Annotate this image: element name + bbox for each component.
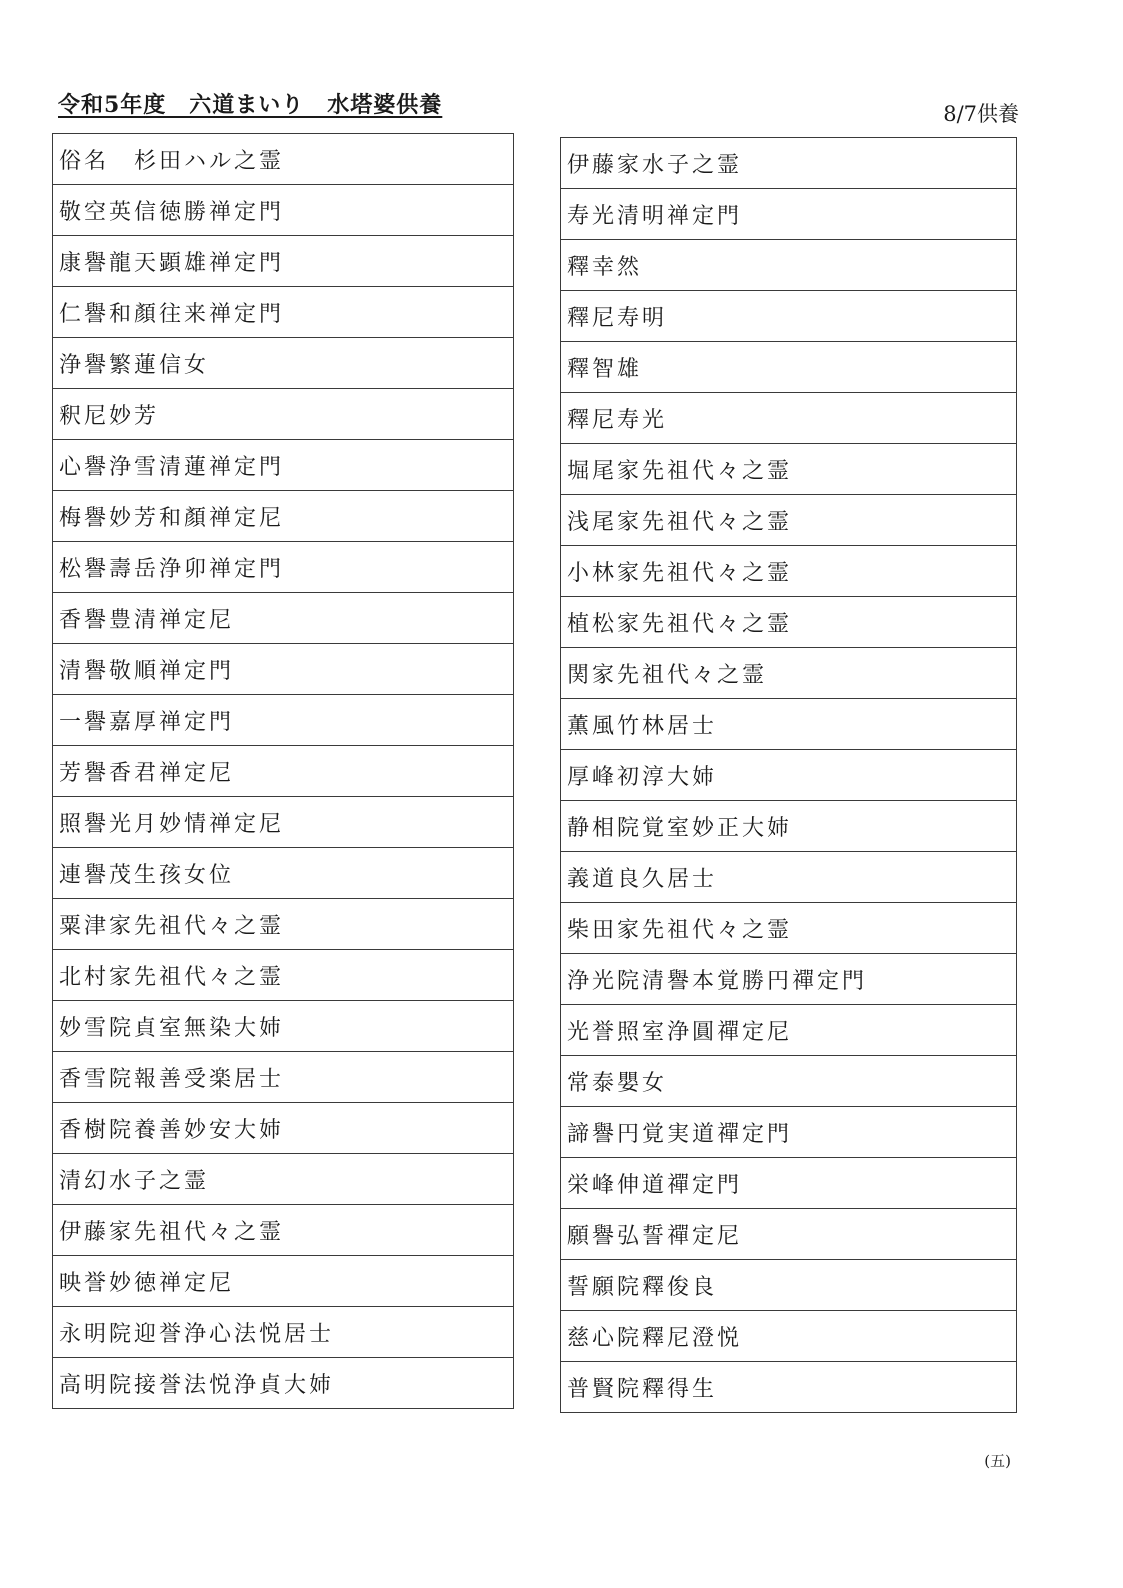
table-row — [561, 138, 1017, 189]
memorial-name-cell: 照譽光月妙情禅定尼 — [53, 797, 514, 848]
table-row — [53, 1052, 514, 1103]
memorial-name-cell: 高明院接誉法悦浄貞大姉 — [53, 1358, 514, 1409]
memorial-name-cell: 香譽豊清禅定尼 — [53, 593, 514, 644]
memorial-name-cell: 厚峰初淳大姉 — [561, 750, 1017, 801]
page-number: (五) — [984, 1452, 1011, 1470]
table-row — [53, 1358, 514, 1409]
table-row — [53, 797, 514, 848]
memorial-name-cell: 願譽弘誓禪定尼 — [561, 1209, 1017, 1260]
memorial-name-cell: 栄峰伸道禪定門 — [561, 1158, 1017, 1209]
memorial-name-cell: 香雪院報善受楽居士 — [53, 1052, 514, 1103]
table-row — [53, 695, 514, 746]
table-row — [53, 1001, 514, 1052]
memorial-name-cell: 俗名 杉田ハル之霊 — [53, 134, 514, 185]
memorial-name-cell: 関家先祖代々之霊 — [561, 648, 1017, 699]
memorial-name-cell: 妙雪院貞室無染大姉 — [53, 1001, 514, 1052]
memorial-name-cell: 釋幸然 — [561, 240, 1017, 291]
table-row — [561, 648, 1017, 699]
table-row — [561, 1209, 1017, 1260]
memorial-name-cell: 義道良久居士 — [561, 852, 1017, 903]
table-row — [53, 236, 514, 287]
table-row — [53, 746, 514, 797]
memorial-name-cell: 釈尼妙芳 — [53, 389, 514, 440]
table-row — [561, 954, 1017, 1005]
table-row — [53, 899, 514, 950]
table-row — [53, 848, 514, 899]
memorial-name-cell: 伊藤家水子之霊 — [561, 138, 1017, 189]
table-row — [53, 491, 514, 542]
table-row — [561, 342, 1017, 393]
table-row — [561, 597, 1017, 648]
table-row — [561, 1158, 1017, 1209]
table-row — [53, 1205, 514, 1256]
memorial-date: 8/7供養 — [943, 102, 1019, 126]
right-name-table — [560, 137, 1017, 1413]
table-row — [53, 950, 514, 1001]
table-row — [53, 338, 514, 389]
memorial-name-cell: 柴田家先祖代々之霊 — [561, 903, 1017, 954]
memorial-name-cell: 敬空英信徳勝禅定門 — [53, 185, 514, 236]
memorial-name-cell: 植松家先祖代々之霊 — [561, 597, 1017, 648]
table-row — [561, 495, 1017, 546]
memorial-name-cell: 普賢院釋得生 — [561, 1362, 1017, 1413]
memorial-name-cell: 清譽敬順禅定門 — [53, 644, 514, 695]
memorial-name-cell: 慈心院釋尼澄悦 — [561, 1311, 1017, 1362]
table-row — [561, 1107, 1017, 1158]
table-row — [53, 440, 514, 491]
memorial-name-cell: 誓願院釋俊良 — [561, 1260, 1017, 1311]
table-row — [53, 287, 514, 338]
table-row — [561, 1362, 1017, 1413]
memorial-name-cell: 浄光院清譽本覚勝円禪定門 — [561, 954, 1017, 1005]
table-row — [53, 1307, 514, 1358]
table-row — [561, 189, 1017, 240]
table-row — [561, 852, 1017, 903]
memorial-name-cell: 心譽浄雪清蓮禅定門 — [53, 440, 514, 491]
memorial-name-cell: 釋尼寿光 — [561, 393, 1017, 444]
table-row — [53, 593, 514, 644]
table-row — [53, 644, 514, 695]
memorial-name-cell: 浄譽繁蓮信女 — [53, 338, 514, 389]
table-row — [561, 801, 1017, 852]
table-row — [561, 750, 1017, 801]
table-row — [53, 389, 514, 440]
memorial-name-cell: 小林家先祖代々之霊 — [561, 546, 1017, 597]
table-row — [53, 134, 514, 185]
table-row — [561, 444, 1017, 495]
table-row — [561, 291, 1017, 342]
memorial-name-cell: 粟津家先祖代々之霊 — [53, 899, 514, 950]
table-row — [561, 546, 1017, 597]
page-title: 令和5年度 六道まいり 水塔婆供養 — [58, 92, 443, 118]
table-row — [53, 1103, 514, 1154]
table-row — [561, 240, 1017, 291]
memorial-name-cell: 芳譽香君禅定尼 — [53, 746, 514, 797]
memorial-name-cell: 伊藤家先祖代々之霊 — [53, 1205, 514, 1256]
memorial-name-cell: 寿光清明禅定門 — [561, 189, 1017, 240]
left-name-table — [52, 133, 514, 1409]
table-row — [53, 185, 514, 236]
table-row — [561, 1056, 1017, 1107]
memorial-name-cell: 香樹院養善妙安大姉 — [53, 1103, 514, 1154]
memorial-name-cell: 清幻水子之霊 — [53, 1154, 514, 1205]
memorial-name-cell: 浅尾家先祖代々之霊 — [561, 495, 1017, 546]
table-row — [561, 393, 1017, 444]
memorial-name-cell: 釋智雄 — [561, 342, 1017, 393]
table-row — [53, 1154, 514, 1205]
table-row — [53, 1256, 514, 1307]
memorial-name-cell: 連譽茂生孩女位 — [53, 848, 514, 899]
table-row — [561, 903, 1017, 954]
table-row — [561, 1260, 1017, 1311]
memorial-name-cell: 映誉妙徳禅定尼 — [53, 1256, 514, 1307]
memorial-name-cell: 常泰嬰女 — [561, 1056, 1017, 1107]
memorial-name-cell: 静相院覚室妙正大姉 — [561, 801, 1017, 852]
memorial-name-cell: 諦譽円覚実道禪定門 — [561, 1107, 1017, 1158]
table-row — [561, 699, 1017, 750]
memorial-name-cell: 北村家先祖代々之霊 — [53, 950, 514, 1001]
memorial-name-cell: 薫風竹林居士 — [561, 699, 1017, 750]
memorial-name-cell: 一譽嘉厚禅定門 — [53, 695, 514, 746]
memorial-name-cell: 康譽龍天顕雄禅定門 — [53, 236, 514, 287]
memorial-name-cell: 堀尾家先祖代々之霊 — [561, 444, 1017, 495]
table-row — [561, 1005, 1017, 1056]
memorial-name-cell: 松譽壽岳浄卯禅定門 — [53, 542, 514, 593]
memorial-name-cell: 仁譽和顏往来禅定門 — [53, 287, 514, 338]
memorial-name-cell: 永明院迎誉浄心法悦居士 — [53, 1307, 514, 1358]
memorial-name-cell: 釋尼寿明 — [561, 291, 1017, 342]
table-row — [561, 1311, 1017, 1362]
memorial-name-cell: 梅譽妙芳和顏禅定尼 — [53, 491, 514, 542]
table-row — [53, 542, 514, 593]
memorial-name-cell: 光誉照室浄圓禪定尼 — [561, 1005, 1017, 1056]
